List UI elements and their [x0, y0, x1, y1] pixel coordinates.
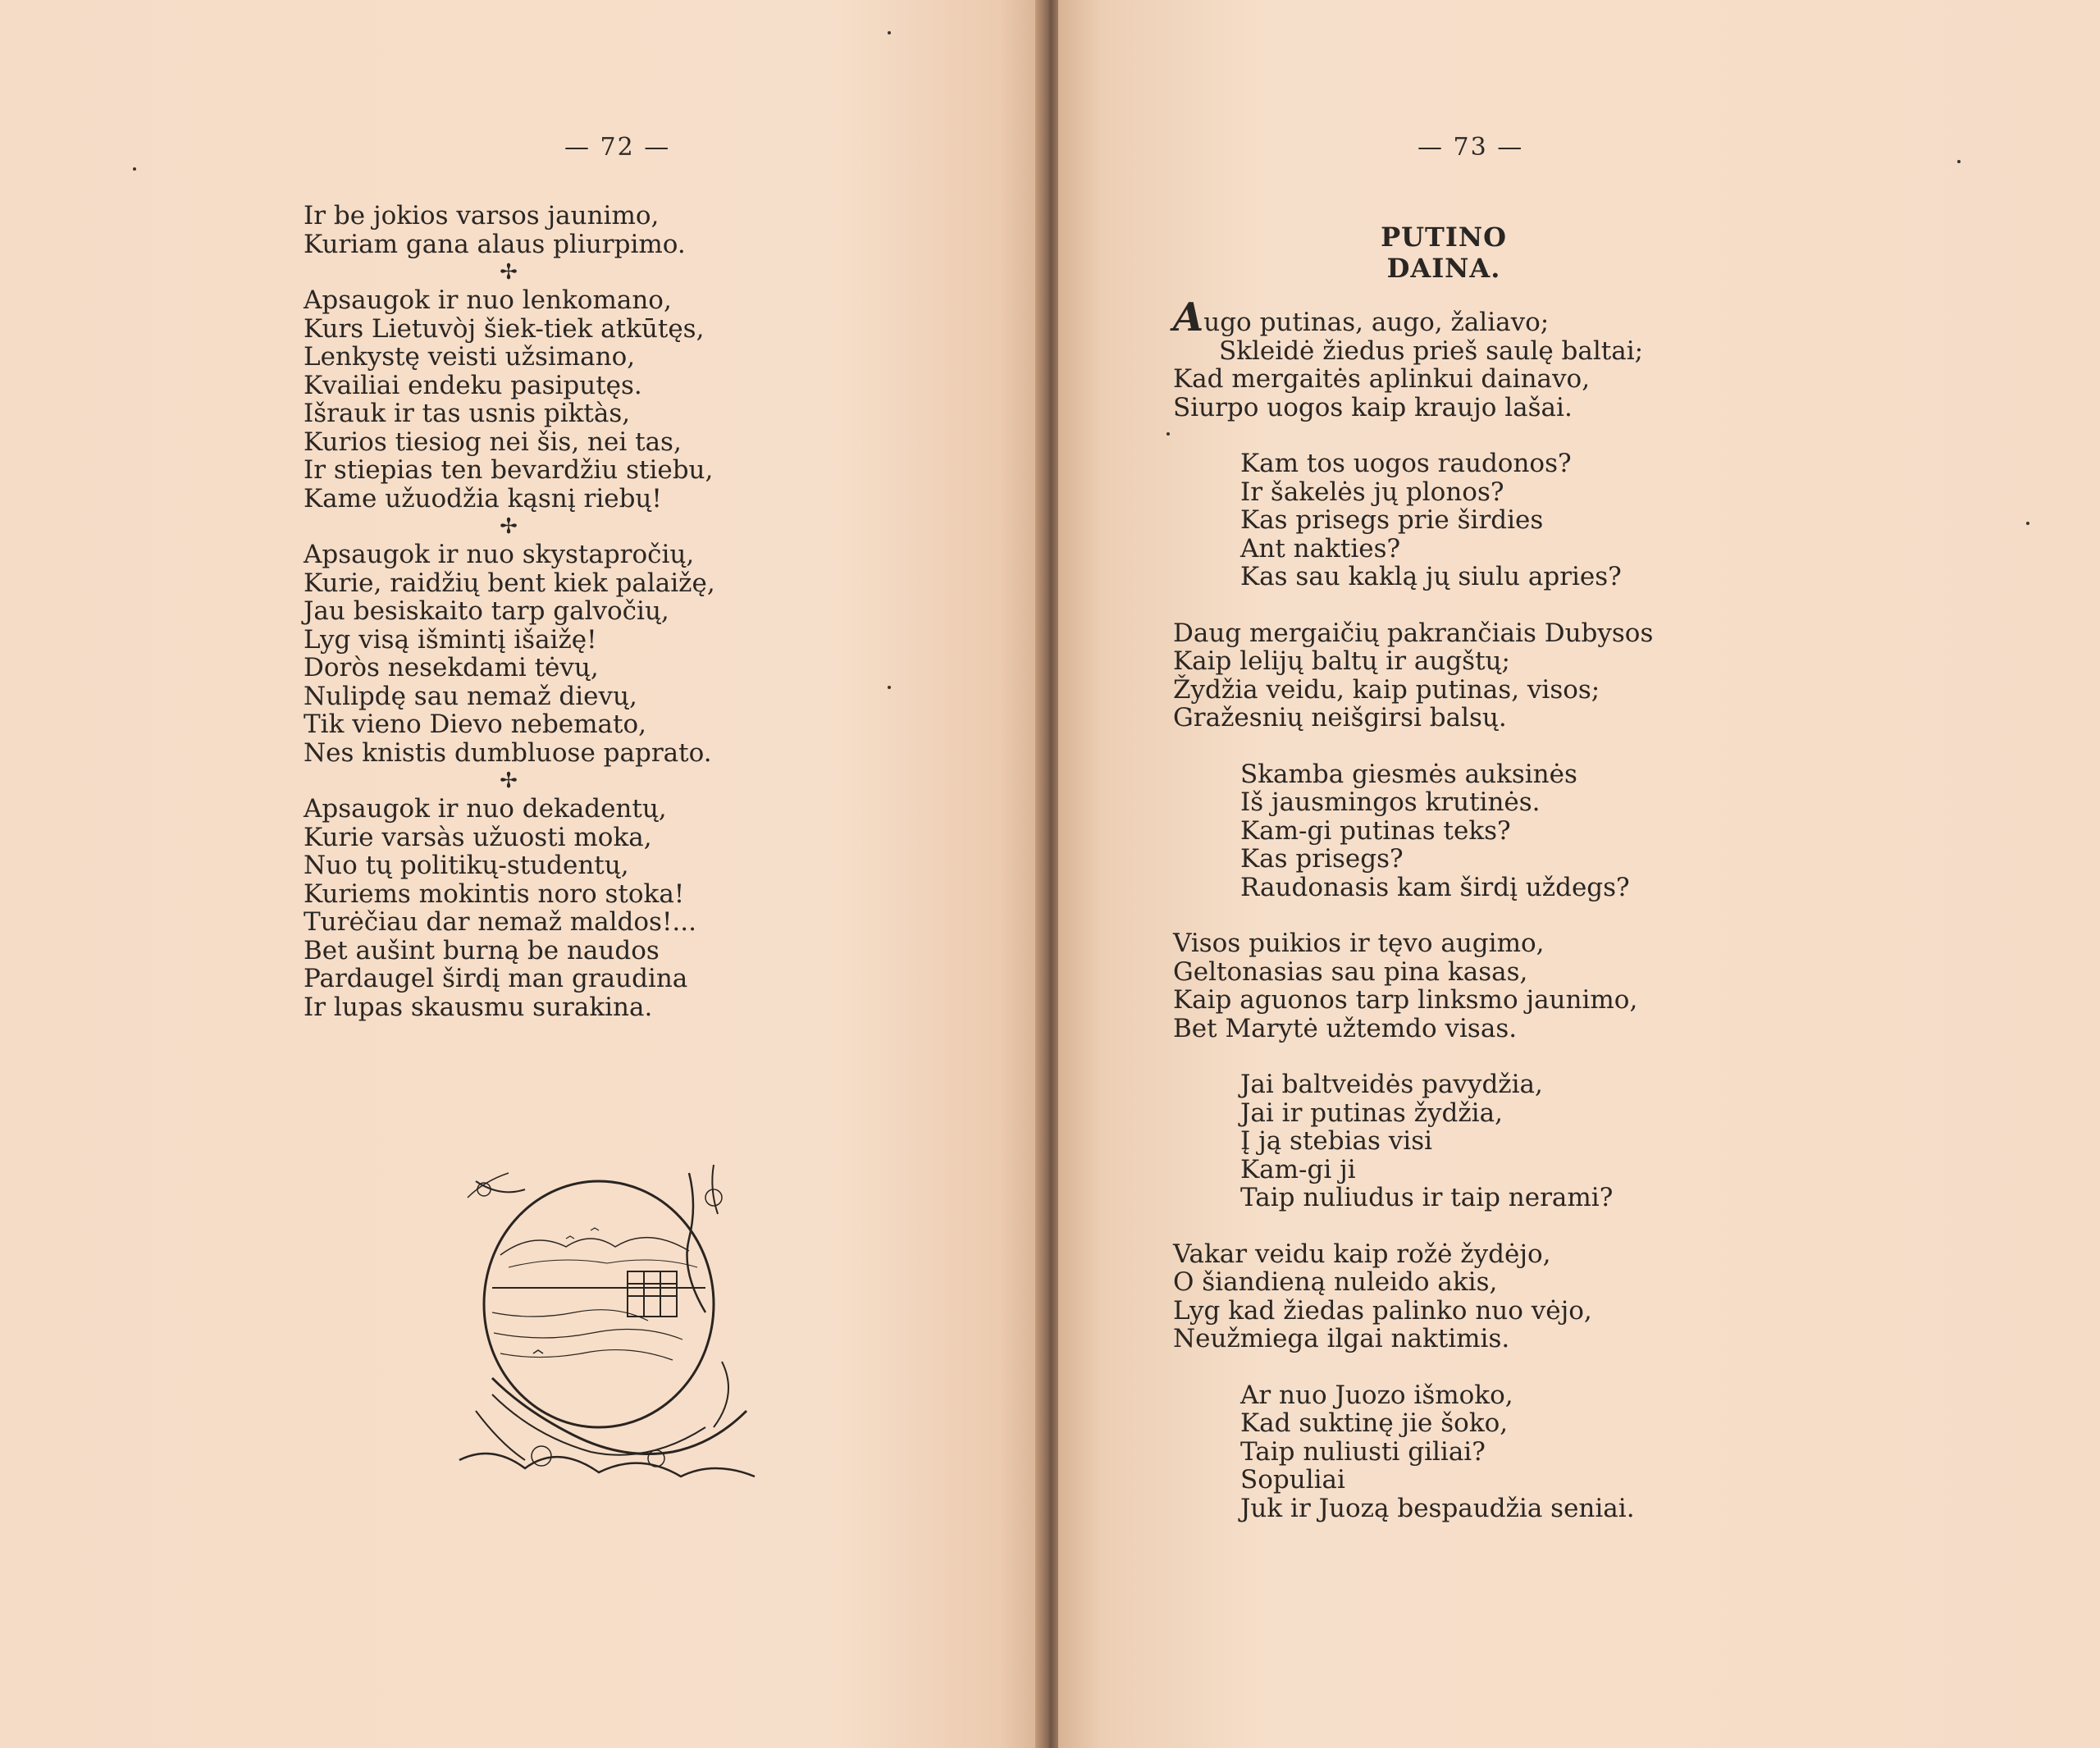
paper-speck	[1166, 432, 1170, 436]
poem-line: Kame užuodžia kąsnį riebų!	[304, 483, 662, 513]
poem-line: Ir be jokios varsos jaunimo,	[304, 201, 660, 230]
poem-line: Siurpo uogos kaip kraujo lašai.	[1173, 392, 1573, 422]
poem-line-text: ugo putinas, augo, žaliavo;	[1203, 308, 1550, 337]
poem-line: O šiandieną nuleido akis,	[1173, 1267, 1498, 1297]
poem-line: Kvailiai endeku pasiputęs.	[304, 370, 642, 400]
poem-continuation	[304, 202, 796, 1021]
poem-line: Apsaugok ir nuo skystapročių,	[304, 540, 695, 569]
poem-line: Visos puikios ir tęvo augimo,	[1173, 929, 1545, 958]
paper-speck	[2026, 522, 2029, 525]
poem-line: Bet aušint burną be naudos	[304, 935, 660, 965]
poem-line: Kam-gi ji	[1240, 1154, 1356, 1184]
poem-line: Pardaugel širdį man graudina	[304, 964, 688, 993]
landscape-vignette-illustration	[443, 1148, 771, 1485]
poem-line: Jai ir putinas žydžia,	[1240, 1098, 1503, 1128]
stanza-ornament: ✢	[500, 260, 518, 285]
poem-line: Nuo tų politikų-studentų,	[304, 851, 629, 880]
poem-line: Jai baltveidės pavydžia,	[1240, 1070, 1543, 1099]
poem-line: Ir stiepias ten bevardžiu stiebu,	[304, 455, 714, 485]
poem-line: Jau besiskaito tarp galvočių,	[304, 596, 669, 626]
poem-line: Apsaugok ir nuo dekadentų,	[304, 794, 667, 824]
poem-line: Kuriam gana alaus pliurpimo.	[304, 229, 686, 259]
drop-cap: A	[1173, 294, 1204, 340]
poem-line: Kas prisegs?	[1240, 844, 1404, 874]
poem-line: Gražesnių neišgirsi balsų.	[1173, 703, 1507, 733]
poem-line: Sopuliai	[1240, 1465, 1345, 1495]
paper-speck	[888, 31, 891, 34]
poem-line: Tik vieno Dievo nebemato,	[304, 710, 646, 739]
poem-line: Taip nuliusti giliai?	[1240, 1436, 1486, 1467]
poem-line: Kam tos uogos raudonos?	[1240, 449, 1572, 478]
poem-line: Raudonasis kam širdį uždegs?	[1240, 872, 1630, 902]
stanza-ornament: ✢	[500, 769, 518, 793]
poem-line: Kad suktinę jie šoko,	[1240, 1408, 1509, 1438]
poem-line: Kuriems mokintis noro stoka!	[304, 879, 685, 909]
poem-line: Kaip lelijų baltų ir augštų;	[1173, 646, 1510, 676]
poem-line: Juk ir Juozą bespaudžia seniai.	[1240, 1493, 1635, 1523]
poem-line: Išrauk ir tas usnis piktàs,	[304, 399, 631, 428]
poem-line: Bet Marytė užtemdo visas.	[1173, 1013, 1518, 1043]
poem-line: Ant nakties?	[1240, 533, 1401, 564]
poem-line: Kurios tiesiog nei šis, nei tas,	[304, 427, 682, 457]
poem-line: Kaip aguonos tarp linksmo jaunimo,	[1173, 985, 1638, 1015]
poem-line: Nulipdę sau nemaž dievų,	[304, 681, 637, 711]
poem-line: Neužmiega ilgai naktimis.	[1173, 1324, 1510, 1353]
left-page	[0, 0, 1040, 1748]
page-number: — 73 —	[1418, 133, 1524, 162]
poem-line: Taip nuliudus ir taip nerami?	[1240, 1183, 1614, 1212]
poem-line: Kurie, raidžių bent kiek palaižę,	[304, 568, 715, 598]
poem-line: Turėčiau dar nemaž maldos!...	[304, 907, 696, 937]
poem-line: Skamba giesmės auksinės	[1240, 759, 1577, 789]
page-number: — 72 —	[564, 133, 671, 162]
poem-line: Į ją stebias visi	[1240, 1126, 1433, 1156]
poem-line: Skleidė žiedus prieš saulę baltai;	[1219, 335, 1644, 366]
poem-line: Daug mergaičių pakrančiais Dubysos	[1173, 618, 1654, 648]
poem-line: Ar nuo Juozo išmoko,	[1240, 1380, 1513, 1410]
poem-line: Kam-gi putinas teks?	[1240, 815, 1511, 846]
poem-line: Kurs Lietuvòj šiek-tiek atkūtęs,	[304, 313, 705, 344]
poem-line: Lenkystę veisti užsimano,	[304, 342, 636, 372]
poem-line: Lyg kad žiedas palinko nuo vėjo,	[1173, 1295, 1592, 1326]
poem-title: PUTINO DAINA.	[1381, 221, 1507, 284]
poem-line: Kas sau kaklą jų siulu apries?	[1240, 562, 1622, 591]
poem-line: Geltonasias sau pina kasas,	[1173, 956, 1528, 987]
poem-line: Žydžia veidu, kaip putinas, visos;	[1173, 674, 1600, 705]
poem-line: Kad mergaitės aplinkui dainavo,	[1173, 364, 1591, 394]
stanza-ornament: ✢	[500, 514, 518, 539]
poem-line	[1173, 294, 1731, 340]
paper-speck	[1957, 160, 1961, 163]
poem-line: Lyg visą išmintį išaižę!	[304, 624, 597, 655]
poem-line: Kurie varsàs užuosti moka,	[304, 822, 652, 852]
poem-line: Nes knistis dumbluose paprato.	[304, 737, 712, 768]
poem-putino-daina	[1173, 294, 1731, 1523]
poem-line: Ir lupas skausmu surakina.	[304, 992, 653, 1022]
poem-line: Ir šakelės jų plonos?	[1240, 477, 1504, 507]
paper-speck	[888, 686, 891, 689]
poem-line: Iš jausmingos krutinės.	[1240, 787, 1541, 817]
poem-line: Vakar veidu kaip rožė žydėjo,	[1173, 1239, 1551, 1269]
poem-line: Kas prisegs prie širdies	[1240, 505, 1544, 535]
paper-speck	[133, 167, 136, 171]
poem-line: Doròs nesekdami tėvų,	[304, 653, 599, 682]
poem-line: Apsaugok ir nuo lenkomano,	[304, 285, 672, 315]
